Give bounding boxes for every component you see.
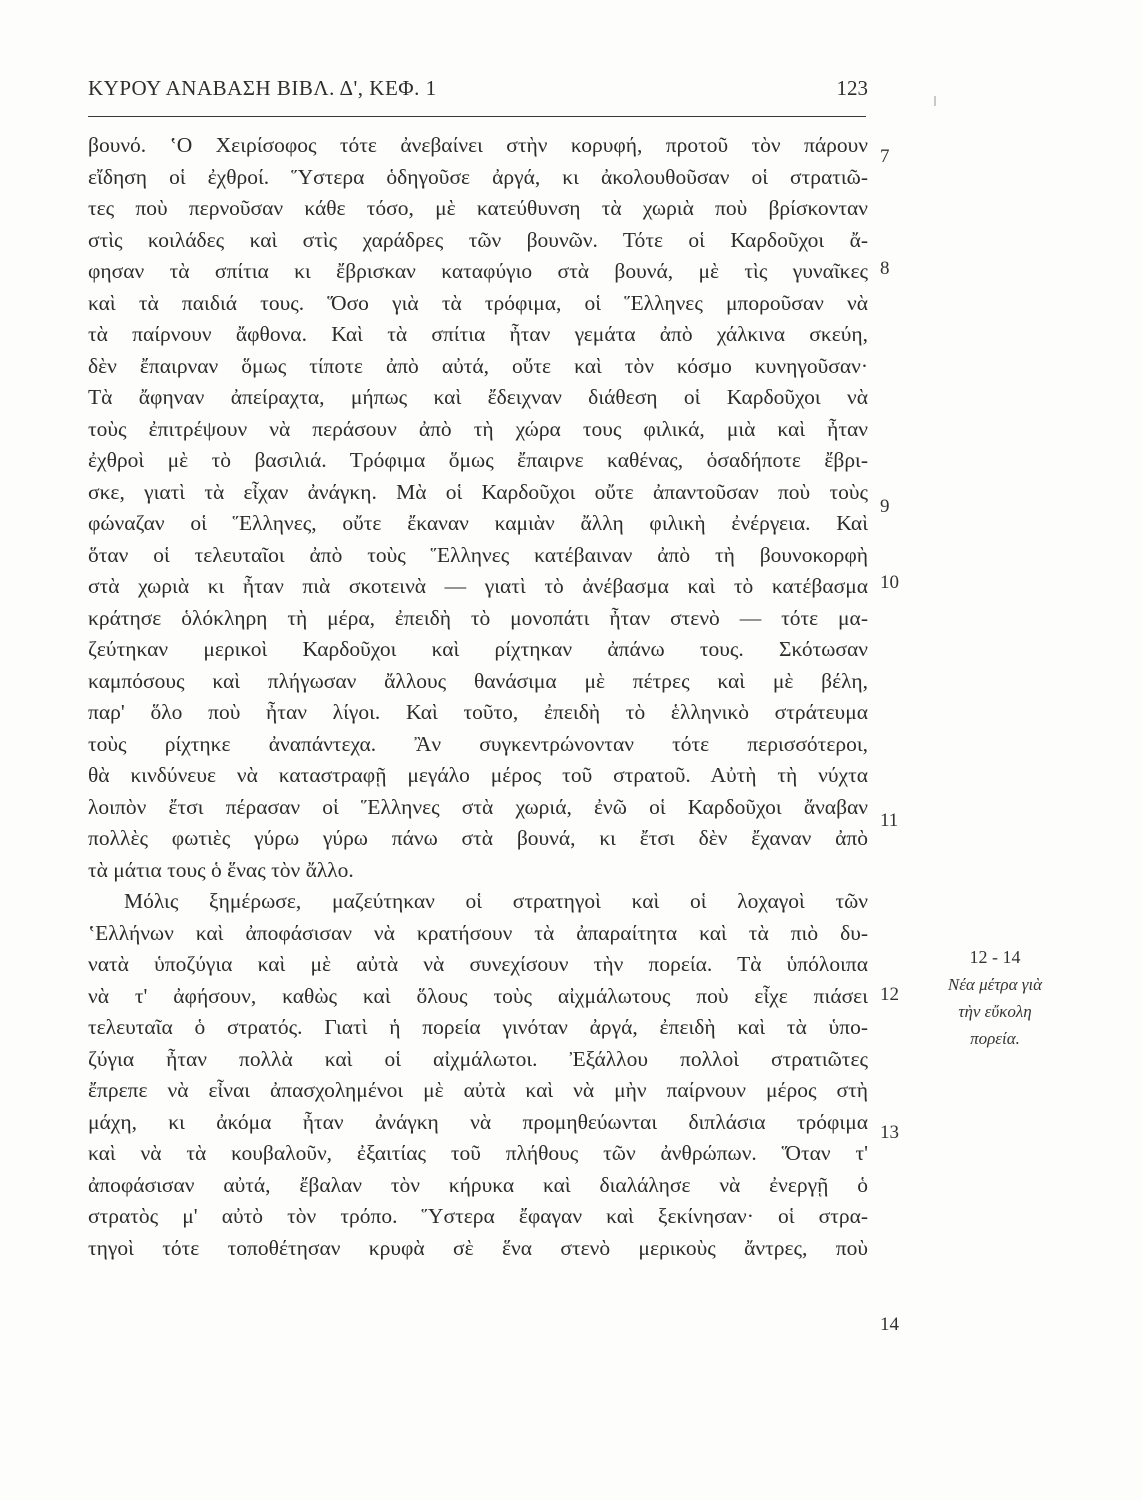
text-line: μάχη, κι ἀκόμα ἦταν ἀνάγκη νὰ προμηθεύωνται διπλάσια τρόφιμα [88,1109,868,1134]
scan-speck [934,96,936,106]
section-number-14: 14 [880,1314,899,1335]
body-text [88,130,868,1264]
text-line: φησαν τὰ σπίτια κι ἔβρισκαν καταφύγιο στὰ βουνά, μὲ τὶς γυναῖκες [88,259,868,283]
page-number: 123 [836,76,868,100]
text-line: λοιπὸν ἔτσι πέρασαν οἱ Ἕλληνες στὰ χωριά, ἐνῶ οἱ Καρδοῦχοι ἄναβαν [88,794,868,819]
text-line: ὅταν οἱ τελευταῖοι ἀπὸ τοὺς Ἕλληνες κατέβαιναν ἀπὸ τὴ βουνοκορφὴ [88,542,868,567]
text-line: ἐχθροὶ μὲ τὸ βασιλιά. Τρόφιμα ὅμως ἔπαιρνε καθένας, ὁσαδήποτε ἔβρι- [88,448,868,472]
text-line: ἔπρεπε νὰ εἶναι ἀπασχολημένοι μὲ αὐτὰ καὶ νὰ μὴν παίρνουν μέρος στὴ [88,1078,868,1102]
margin-sidenote [930,943,1060,1052]
header-rule [88,116,866,117]
text-line: τὰ παίρνουν ἄφθονα. Καὶ τὰ σπίτια ἦταν γεμάτα ἀπὸ χάλκινα σκεύη, [88,322,868,346]
section-number-11: 11 [880,810,899,831]
text-line: ζεύτηκαν μερικοὶ Καρδοῦχοι καὶ ρίχτηκαν ἀπάνω τους. Σκότωσαν [88,637,868,661]
text-line: νὰ τ' ἀφήσουν, καθὼς καὶ ὅλους τοὺς αἰχμάλωτους ποὺ εἶχε πιάσει [88,983,868,1008]
text-line: ἀποφάσισαν αὐτά, ἔβαλαν τὸν κήρυκα καὶ διαλάλησε νὰ ἐνεργῇ ὁ [88,1172,868,1197]
text-line: ζύγια ἦταν πολλὰ καὶ οἱ αἰχμάλωτοι. Ἐξάλλου πολλοὶ στρατιῶτες [88,1046,868,1071]
text-line: εἴδηση οἱ ἐχθροί. Ὕστερα ὁδηγοῦσε ἀργά, κι ἀκολουθοῦσαν οἱ στρατιῶ- [88,164,868,189]
section-number-10: 10 [880,572,899,593]
text-line: τοὺς ρίχτηκε ἀναπάντεχα. Ἂν συγκεντρώνονταν τότε περισσότεροι, [88,731,868,756]
text-line: τοὺς ἐπιτρέψουν νὰ περάσουν ἀπὸ τὴ χώρα τους φιλικά, μιὰ καὶ ἦταν [88,416,868,441]
text-line: θὰ κινδύνευε νὰ καταστραφῇ μεγάλο μέρος τοῦ στρατοῦ. Αὐτὴ τὴ νύχτα [88,763,868,787]
text-line: τελευταῖα ὁ στρατός. Γιατὶ ἡ πορεία γινόταν ἀργά, ἐπειδὴ καὶ τὰ ὑπο- [88,1015,868,1039]
text-line: σκε, γιατὶ τὰ εἶχαν ἀνάγκη. Μὰ οἱ Καρδοῦχοι οὔτε ἀπαντοῦσαν ποὺ τοὺς [88,479,868,504]
text-line: στὰ χωριὰ κι ἦταν πιὰ σκοτεινὰ — γιατὶ τὸ ἀνέβασμα καὶ τὸ κατέβασμα [88,574,868,598]
text-line: τες ποὺ περνοῦσαν κάθε τόσο, μὲ κατεύθυνση τὰ χωριὰ ποὺ βρίσκονταν [88,196,868,220]
text-line: καμπόσους καὶ πλήγωσαν ἄλλους θανάσιμα μὲ πέτρες καὶ μὲ βέλη, [88,668,868,693]
running-head [88,72,878,106]
text-line: νατὰ ὑποζύγια καὶ μὲ αὐτὰ νὰ συνεχίσουν τὴν πορεία. Τὰ ὑπόλοιπα [88,952,868,976]
section-number-7: 7 [880,146,890,167]
section-number-13: 13 [880,1122,899,1143]
text-line-paragraph-start: Μόλις ξημέρωσε, μαζεύτηκαν οἱ στρατηγοὶ καὶ οἱ λοχαγοὶ τῶν [124,889,868,913]
section-number-12: 12 [880,984,899,1005]
text-line: φώναζαν οἱ Ἕλληνες, οὔτε ἔκαναν καμιὰν ἄλλη φιλικὴ ἐνέργεια. Καὶ [88,511,868,535]
sidenote-range: 12 - 14 [969,947,1021,967]
text-line: δὲν ἔπαιρναν ὅμως τίποτε ἀπὸ αὐτά, οὔτε καὶ τὸν κόσμο κυνηγοῦσαν· [88,353,868,378]
text-line: βουνό. ‛Ο Χειρίσοφος τότε ἀνεβαίνει στὴν κορυφή, προτοῦ τὸν πάρουν [88,133,868,157]
text-line: τηγοὶ τότε τοποθέτησαν κρυφὰ σὲ ἕνα στενὸ μερικοὺς ἄντρες, ποὺ [88,1235,868,1260]
text-line: πολλὲς φωτιὲς γύρω γύρω πάνω στὰ βουνά, κι ἔτσι δὲν ἔχαναν ἀπὸ [88,826,868,850]
running-head-title: ΚΥΡΟΥ ΑΝΑΒΑΣΗ ΒΙΒΛ. Δ', ΚΕΦ. 1 [88,76,437,100]
sidenote-line: Νέα μέτρα γιὰ [947,975,1043,994]
text-line-paragraph-end: τὰ μάτια τους ὁ ἕνας τὸν ἄλλο. [88,857,354,882]
section-number-9: 9 [880,496,890,517]
text-line: καὶ νὰ τὰ κουβαλοῦν, ἐξαιτίας τοῦ πλήθους τῶν ἀνθρώπων. Ὅταν τ' [88,1141,868,1165]
section-number-8: 8 [880,258,890,279]
text-line: στρατὸς μ' αὐτὸ τὸν τρόπο. Ὕστερα ἔφαγαν καὶ ξεκίνησαν· οἱ στρα- [88,1204,868,1228]
sidenote-line: τὴν εὔκολη [958,1002,1032,1021]
text-line: καὶ τὰ παιδιά τους. Ὅσο γιὰ τὰ τρόφιμα, οἱ Ἕλληνες μποροῦσαν νὰ [88,290,868,315]
text-line: Τὰ ἄφηναν ἀπείραχτα, μήπως καὶ ἔδειχναν διάθεση οἱ Καρδοῦχοι νὰ [88,385,868,409]
text-line: ‛Ελλήνων καὶ ἀποφάσισαν νὰ κρατήσουν τὰ ἀπαραίτητα καὶ τὰ πιὸ δυ- [88,920,868,945]
sidenote-line: πορεία. [970,1029,1020,1048]
text-line: στὶς κοιλάδες καὶ στὶς χαράδρες τῶν βουνῶν. Τότε οἱ Καρδοῦχοι ἄ- [88,227,868,252]
text-line: κράτησε ὁλόκληρη τὴ μέρα, ἐπειδὴ τὸ μονοπάτι ἦταν στενὸ — τότε μα- [88,605,868,630]
text-line: παρ' ὅλο ποὺ ἦταν λίγοι. Καὶ τοῦτο, ἐπειδὴ τὸ ἑλληνικὸ στράτευμα [88,700,868,724]
